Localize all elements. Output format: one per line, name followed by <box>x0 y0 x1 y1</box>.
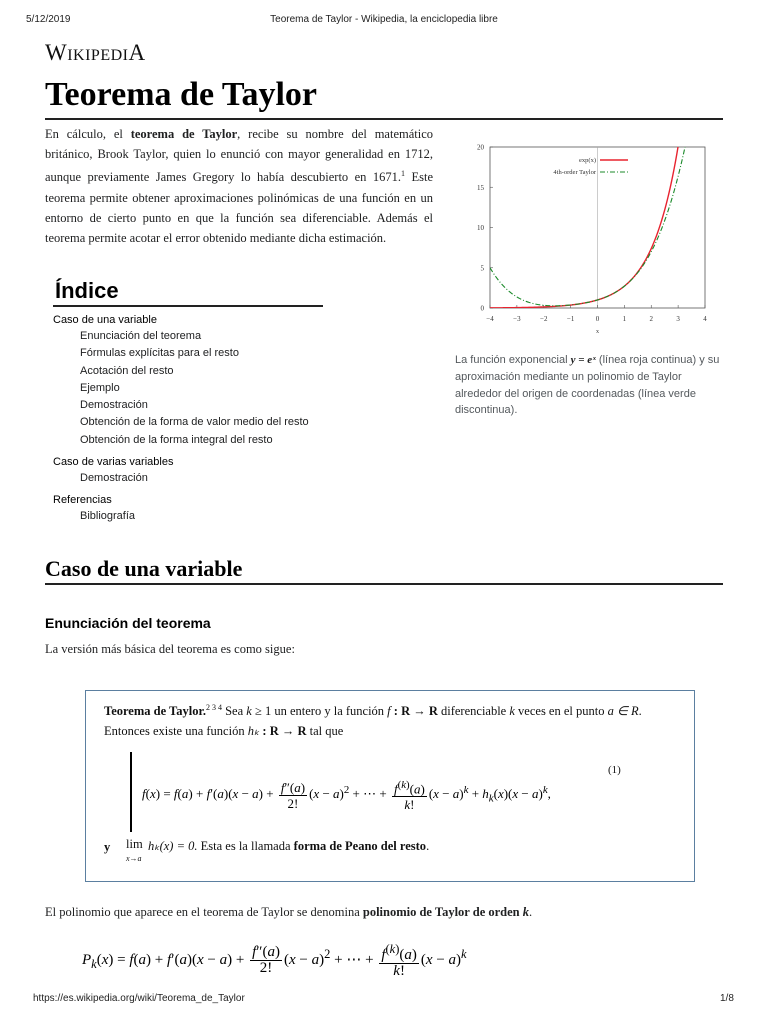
page-title: Teorema de Taylor <box>45 76 318 113</box>
intro-paragraph: En cálculo, el teorema de Taylor, recibe su nombre del matemático británico, Brook Taylor, quien lo enunció con mayor generalidad en 1712, aunque previamente James Gregory lo había descubierto en 1671.$^1$ Este teorema permite obtener aproximaciones polinómicas de una función en un entorno de cierto punto en que la función sea diferenciable. Además el teorema permite acotar el error obtenido mediante dicha estimación. <box>45 127 434 246</box>
toc-item-forma-integral[interactable]: Obtención de la forma integral del resto <box>80 433 273 446</box>
toc-item-bibliografia[interactable]: Bibliografía <box>80 510 136 523</box>
x-tick-label: 1 <box>622 315 627 323</box>
limit-expression: lim x→a <box>126 837 143 863</box>
wikipedia-wordmark[interactable]: WikipediA <box>45 40 146 65</box>
section-heading: Caso de una variable <box>45 556 243 581</box>
x-tick-label: −1 <box>566 315 575 323</box>
toc-section-referencias[interactable]: Referencias <box>53 494 112 507</box>
and-label: y <box>104 840 111 854</box>
x-axis-label: x <box>596 329 599 335</box>
x-tick-label: 0 <box>595 315 600 323</box>
taylor-polynomial-formula: $P_k(x) = f(a) + f'(a)(x - a)$ + $\frac{f''(a)}{2!}$ $(x - a)^2$ + ⋯ + $\frac{f^{(k)}(a)}{k!}$ $(x - a)^k$ <box>82 942 467 979</box>
peano-line: hₖ(x) = 0. Esta es la llamada forma de Peano del resto. <box>148 839 430 853</box>
print-date: 5/12/2019 <box>26 14 71 25</box>
toc-item-acotacion[interactable]: Acotación del resto <box>80 364 174 377</box>
table-of-contents <box>53 312 309 526</box>
equation-number: (1) <box>608 764 621 776</box>
toc-item-demostracion[interactable]: Demostración <box>80 399 148 412</box>
x-tick-label: −4 <box>486 315 494 323</box>
figure-caption: La función exponencial y = eˣ (línea roja continua) y su aproximación mediante un polinomio de Taylor alrededor del origen de coordenadas (línea verde discontinua). <box>455 354 720 417</box>
theorem-line-2: Entonces existe una función hₖ : R → R tal que <box>104 724 344 738</box>
equation-bar <box>130 752 132 832</box>
toc-title: Índice <box>55 278 119 303</box>
print-url: https://es.wikipedia.org/wiki/Teorema_de_Taylor <box>33 993 245 1004</box>
section-underline <box>45 583 723 585</box>
toc-section-varias-variables[interactable]: Caso de varias variables <box>53 456 174 469</box>
toc-item-formulas-explicitas[interactable]: Fórmulas explícitas para el resto <box>80 347 239 360</box>
print-page-title: Teorema de Taylor - Wikipedia, la enciclopedia libre <box>270 14 498 25</box>
toc-item-enunciacion[interactable]: Enunciación del teorema <box>80 330 202 342</box>
legend-label-taylor: 4th-order Taylor <box>553 169 596 176</box>
y-tick-label: 5 <box>480 264 484 273</box>
reference-1[interactable]: 1 <box>401 169 406 179</box>
toc-item-demostracion-varias[interactable]: Demostración <box>80 472 148 485</box>
legend-label-exp: exp(x) <box>579 157 596 164</box>
y-tick-label: 20 <box>477 143 484 152</box>
toc-item-forma-valor-medio[interactable]: Obtención de la forma de valor medio del resto <box>80 416 309 429</box>
theorem-references[interactable]: 2 3 4 <box>205 703 222 712</box>
subsection-heading: Enunciación del teorema <box>45 615 211 631</box>
taylor-chart <box>450 130 718 358</box>
title-underline <box>45 118 723 120</box>
polynomial-paragraph: El polinomio que aparece en el teorema de Taylor se denomina polinomio de Taylor de orden k. <box>45 905 533 919</box>
x-tick-label: 4 <box>703 315 707 323</box>
toc-item-ejemplo[interactable]: Ejemplo <box>80 381 120 394</box>
print-page-number: 1/8 <box>720 993 734 1004</box>
x-tick-label: 2 <box>649 315 653 323</box>
taylor-formula: f(x) = f(a) + f′(a)(x − a) + $\frac{f''(a)}{2!}$ $(x - a)^2$ + ⋯ + $\frac{f^{(k)}(a)}{k!}$ $(x - a)^k + h_k(x)(x - a)^k$, <box>142 779 551 813</box>
y-tick-label: 10 <box>477 224 484 232</box>
y-tick-label: 15 <box>477 183 484 192</box>
x-tick-label: −3 <box>513 315 521 323</box>
y-tick-label: 0 <box>480 304 484 313</box>
toc-section-caso-una-variable[interactable]: Caso de una variable <box>53 314 157 326</box>
theorem-line-1: Teorema de Taylor.$^{2 3 4}$ Sea k ≥ 1 un entero y la función f : R → R diferenciable k veces en el punto a ∈ R. <box>104 703 642 719</box>
x-tick-label: 3 <box>676 315 680 323</box>
lead-paragraph: La versión más básica del teorema es como sigue: <box>45 642 295 656</box>
toc-title-underline <box>53 305 323 307</box>
x-tick-label: −2 <box>540 315 548 323</box>
